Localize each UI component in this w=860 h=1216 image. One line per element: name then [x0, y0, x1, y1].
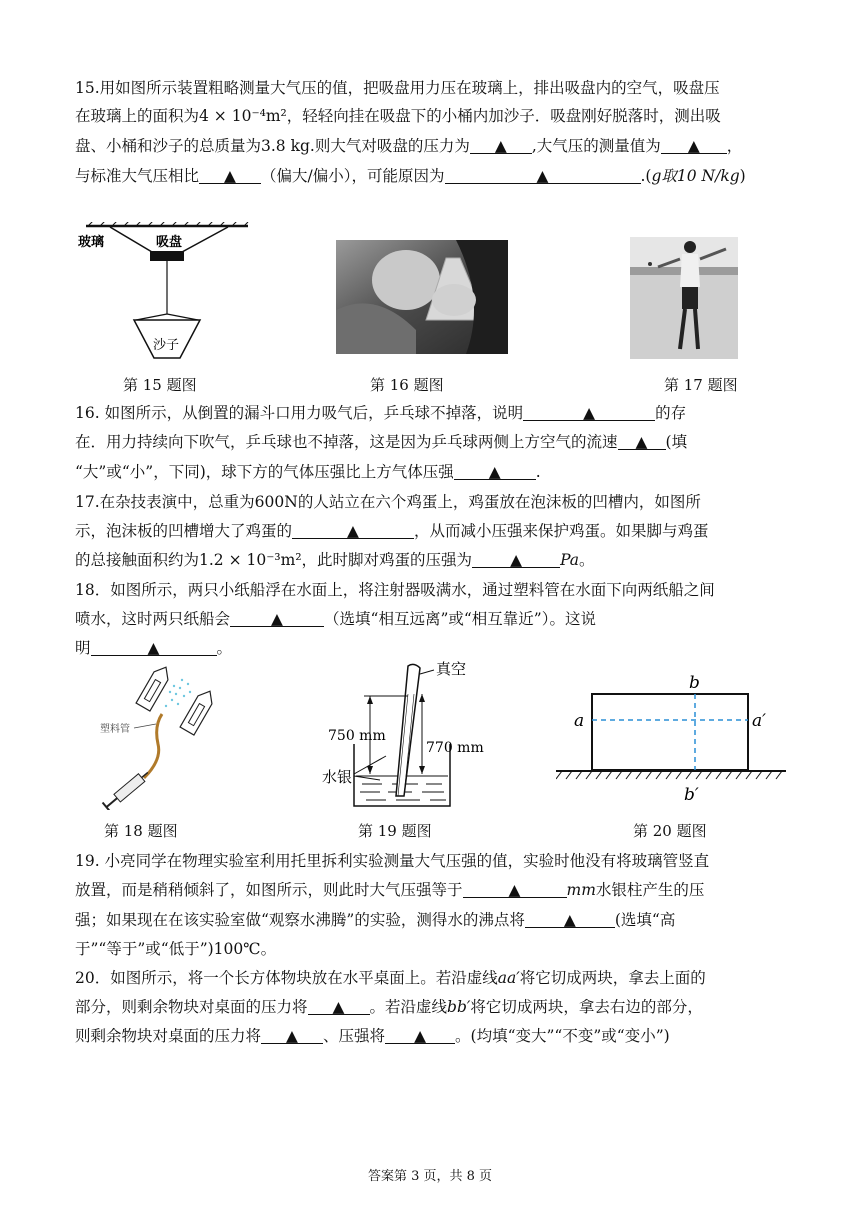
triangle-icon: ▲ — [536, 167, 549, 185]
q15-text: 15.用如图所示装置粗略测量大气压的值，把吸盘用力压在玻璃上，排出吸盘内的空气，吸盘压 — [75, 79, 720, 97]
q19-text: 强；如果现在在该实验室做“观察水沸腾”的实验，测得水的沸点将 — [75, 911, 525, 929]
label-suction-cup: 吸盘 — [156, 235, 183, 250]
q19-text: 于”“等于”或“低于”)100℃。 — [75, 940, 277, 958]
q18-text: （选填“相互远离”或“相互靠近”）。这说 — [324, 610, 596, 628]
triangle-icon: ▲ — [347, 522, 359, 540]
q17-line-2 — [75, 521, 709, 541]
q15-text: .( — [640, 167, 652, 185]
triangle-icon: ▲ — [583, 404, 596, 422]
answer-blank[interactable] — [230, 609, 324, 627]
q18-text: 。 — [216, 639, 233, 657]
paper-boat-right — [180, 687, 217, 735]
label-vacuum: 真空 — [436, 660, 467, 678]
q15-text: ， — [726, 137, 743, 155]
label-glass: 玻璃 — [78, 235, 105, 250]
answer-blank[interactable] — [91, 638, 217, 656]
caption-figure-15: 第 15 题图 — [123, 376, 197, 394]
q19-line-3 — [75, 910, 675, 930]
triangle-icon: ▲ — [271, 610, 283, 628]
triangle-icon: ▲ — [508, 881, 521, 899]
answer-blank[interactable] — [661, 136, 727, 154]
q17-text: 17.在杂技表演中，总重为 — [75, 493, 255, 511]
q17-text: 的人站立在六个鸡蛋上，鸡蛋放在泡沫板的凹槽内，如图所 — [297, 493, 701, 511]
q20-line-1 — [75, 968, 706, 988]
q15-area: 4 × 10⁻⁴m² — [199, 107, 287, 125]
q17-unit: Pa — [560, 551, 580, 569]
answer-blank[interactable] — [308, 997, 370, 1015]
triangle-icon: ▲ — [332, 998, 345, 1016]
q15-text: ,大气压的测量值为 — [531, 137, 661, 155]
q17-line-3 — [75, 550, 595, 570]
answer-blank[interactable] — [525, 910, 615, 928]
q15-text: 盘、小桶和沙子的总质量为 — [75, 137, 262, 155]
q19-line-4 — [75, 939, 276, 959]
q20-line-3 — [75, 1026, 670, 1046]
q18-text: 明 — [75, 639, 91, 657]
q20-text: 。(均填“变大”“不变”或“变小”) — [455, 1027, 670, 1045]
label-a: a — [574, 711, 585, 731]
label-b: b — [689, 673, 700, 693]
caption-figure-20: 第 20 题图 — [633, 822, 707, 840]
q15-mass: 3.8 kg — [261, 137, 310, 155]
q18-line-2 — [75, 609, 596, 629]
water-spray — [165, 679, 191, 707]
paper-boat-left — [136, 663, 173, 711]
q16-text: 在．用力持续向下吹气，乒乓球也不掉落，这是因为乒乓球两侧上方空气的流速 — [75, 433, 618, 451]
caption-figure-17: 第 17 题图 — [664, 376, 738, 394]
caption-figure-19: 第 19 题图 — [358, 822, 432, 840]
answer-blank[interactable] — [385, 1026, 455, 1044]
figure-19-torricelli — [322, 660, 492, 812]
q17-text: ，从而减小压强来保护鸡蛋。如果脚与鸡蛋 — [414, 522, 709, 540]
page-footer: 答案第 3 页，共 8 页 — [367, 1169, 493, 1184]
label-770mm: 770 mm — [426, 740, 484, 756]
answer-blank[interactable] — [523, 403, 655, 421]
q19-unit: mm — [566, 881, 596, 899]
q17-line-1 — [75, 492, 701, 512]
triangle-icon: ▲ — [510, 551, 523, 569]
q15-g-value: g取10 N/kg — [651, 167, 740, 185]
q15-text: .则大气对吸盘的压力为 — [309, 137, 470, 155]
label-plastic-tube: 塑料管 — [100, 724, 130, 735]
triangle-icon: ▲ — [286, 1027, 298, 1045]
answer-blank[interactable] — [261, 1026, 323, 1044]
q19-text: 水银柱产生的压 — [595, 881, 705, 899]
q20-text: 则剩余物块对桌面的压力将 — [75, 1027, 262, 1045]
triangle-icon: ▲ — [488, 463, 501, 481]
q20-text: 。若沿虚线 — [369, 998, 448, 1016]
q20-text: 将它切成两块，拿去上面的 — [519, 969, 706, 987]
answer-blank[interactable] — [463, 880, 567, 898]
triangle-icon: ▲ — [147, 639, 160, 657]
q15-text: 与标准大气压相比 — [75, 167, 200, 185]
q18-line-1 — [75, 580, 715, 600]
answer-blank[interactable] — [292, 521, 414, 539]
triangle-icon: ▲ — [494, 137, 507, 155]
q17-text: ，此时脚对鸡蛋的压强为 — [301, 551, 473, 569]
answer-blank[interactable] — [618, 432, 666, 450]
q17-text: 的总接触面积约为 — [75, 551, 200, 569]
answer-blank[interactable] — [199, 166, 261, 184]
q15-line-4 — [75, 166, 746, 186]
q19-text: 19. 小亮同学在物理实验室利用托里拆利实验测量大气压强的值，实验时他没有将玻璃管竖直 — [75, 852, 710, 870]
q20-text: 将它切成两块，拿去右边的部分， — [470, 998, 703, 1016]
q15-line-3 — [75, 136, 742, 156]
q17-contact-area: 1.2 × 10⁻³m² — [199, 551, 302, 569]
q18-text: 18．如图所示，两只小纸船浮在水面上，将注射器吸满水，通过塑料管在水面下向两纸船之间 — [75, 581, 715, 599]
label-750mm: 750 mm — [328, 728, 386, 744]
figure-18-boats — [100, 660, 230, 810]
q15-text: （偏大/偏小），可能原因为 — [261, 167, 445, 185]
q20-text: 部分，则剩余物块对桌面的压力将 — [75, 998, 308, 1016]
figure-15-suction-cup — [78, 222, 254, 372]
q19-line-1 — [75, 851, 709, 871]
q18-line-3 — [75, 638, 232, 658]
q20-aa: aa′ — [497, 969, 520, 987]
q15-line-2 — [75, 106, 721, 126]
q15-line-1 — [75, 78, 720, 98]
q16-text: “大”或“小”，下同)，球下方的气体压强比上方气体压强 — [75, 463, 454, 481]
triangle-icon: ▲ — [687, 137, 700, 155]
q15-text: ) — [739, 167, 746, 185]
q20-bb: bb′ — [447, 998, 471, 1016]
q16-text: 16. 如图所示，从倒置的漏斗口用力吸气后，乒乓球不掉落，说明 — [75, 404, 524, 422]
answer-blank[interactable] — [445, 166, 641, 184]
q18-text: 喷水，这时两只纸船会 — [75, 610, 231, 628]
label-sand: 沙子 — [153, 338, 180, 353]
triangle-icon: ▲ — [635, 433, 648, 451]
answer-blank[interactable] — [454, 462, 536, 480]
figure-16-photo — [336, 240, 508, 354]
answer-blank[interactable] — [470, 136, 532, 154]
q16-line-2 — [75, 432, 687, 452]
q20-line-2 — [75, 997, 703, 1017]
label-mercury: 水银 — [322, 768, 353, 786]
label-a-prime: a′ — [752, 711, 766, 731]
caption-figure-16: 第 16 题图 — [370, 376, 444, 394]
syringe — [103, 768, 152, 810]
q16-text: 的存 — [655, 404, 687, 422]
q20-text: 20．如图所示，将一个长方体物块放在水平桌面上。若沿虚线 — [75, 969, 498, 987]
triangle-icon: ▲ — [563, 911, 576, 929]
caption-figure-18: 第 18 题图 — [104, 822, 178, 840]
q15-text: 在玻璃上的面积为 — [75, 107, 200, 125]
answer-blank[interactable] — [472, 550, 560, 568]
q16-line-1 — [75, 403, 686, 423]
q17-text: 示，泡沫板的凹槽增大了鸡蛋的 — [75, 522, 293, 540]
label-b-prime: b′ — [684, 785, 699, 805]
triangle-icon: ▲ — [414, 1027, 426, 1045]
q19-text: 放置，而是稍稍倾斜了，如图所示，则此时大气压强等于 — [75, 881, 463, 899]
q16-line-3 — [75, 462, 541, 482]
q17-text: 。 — [579, 551, 595, 569]
q16-text: (填 — [665, 433, 688, 451]
q17-weight: 600N — [254, 493, 298, 511]
q15-text: ，轻轻向挂在吸盘下的小桶内加沙子．吸盘刚好脱落时，测出吸 — [286, 107, 721, 125]
q20-text: 、压强将 — [323, 1027, 386, 1045]
figure-20-block — [556, 666, 796, 808]
triangle-icon: ▲ — [224, 167, 236, 185]
q16-text: . — [535, 463, 541, 481]
q19-text: (选填“高 — [614, 911, 676, 929]
figure-17-photo — [630, 237, 738, 359]
q19-line-2 — [75, 880, 704, 900]
